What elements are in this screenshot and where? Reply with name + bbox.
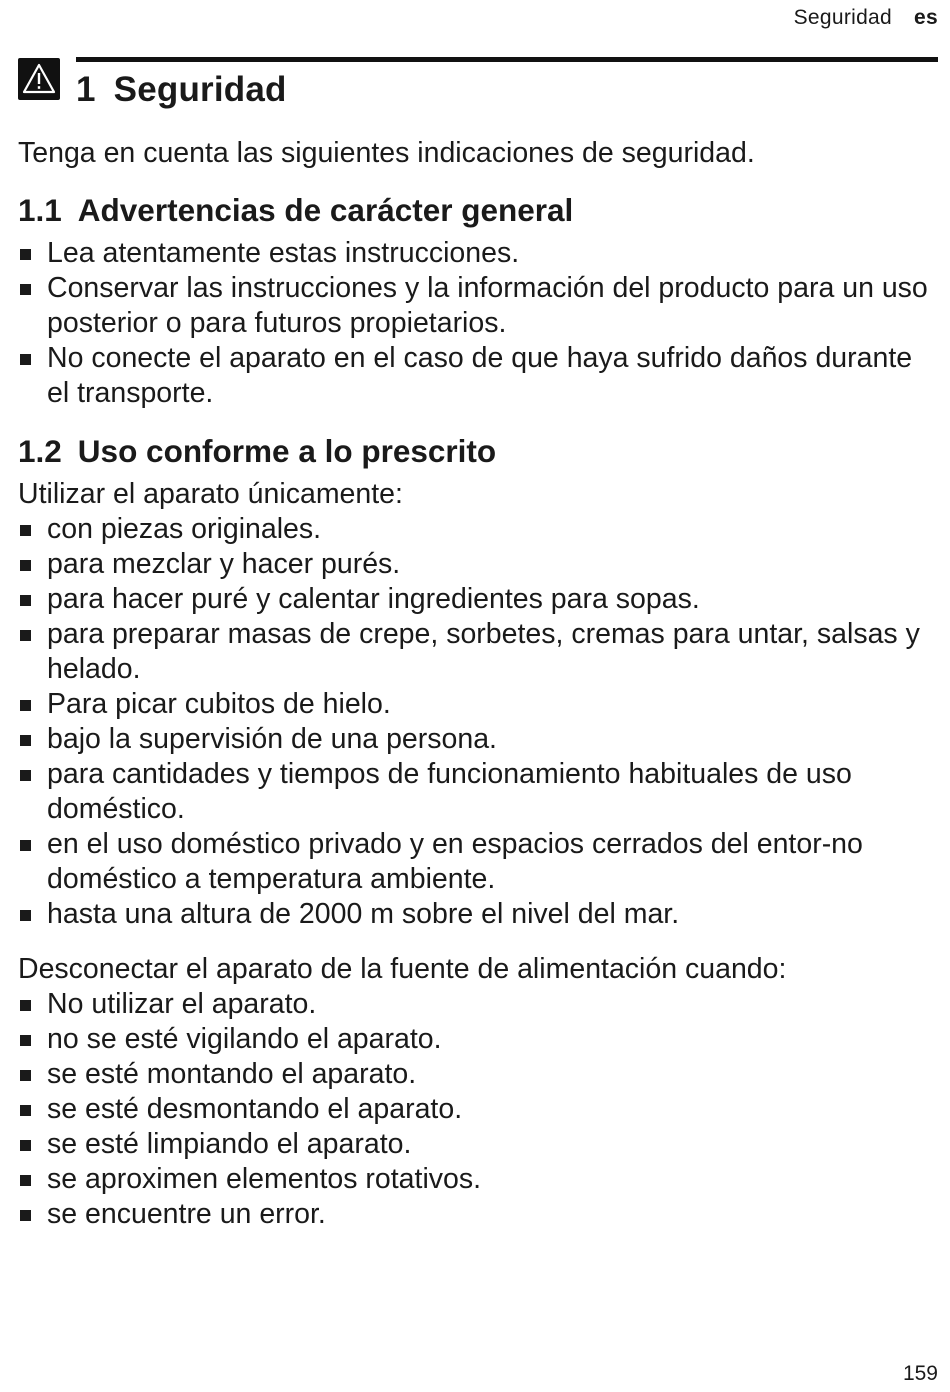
bullet-square-icon: [20, 560, 31, 571]
list-item: [18, 236, 936, 271]
bullet-square-icon: [20, 1210, 31, 1221]
list-item: [18, 827, 936, 897]
bullet-square-icon: [20, 1175, 31, 1186]
bullet-square-icon: [20, 700, 31, 711]
lead-text: Utilizar el aparato únicamente:: [18, 478, 403, 510]
bullet-square-icon: [20, 354, 31, 365]
bullet-square-icon: [20, 735, 31, 746]
page-title: [76, 70, 287, 110]
list-item-text: en el uso doméstico privado y en espacios cerrados del entor-no doméstico a temperatura ambiente.: [47, 828, 863, 895]
list-item-text: Conservar las instrucciones y la información del producto para un uso posterior o para futuros propietarios.: [47, 272, 928, 339]
list-item: [18, 1127, 936, 1162]
list-item-text: para preparar masas de crepe, sorbetes, cremas para untar, salsas y helado.: [47, 618, 920, 685]
list-item: [18, 1092, 936, 1127]
list-item-text: se esté montando el aparato.: [47, 1058, 417, 1090]
bullet-square-icon: [20, 1140, 31, 1151]
bullet-square-icon: [20, 1105, 31, 1116]
bullet-list-disconnect: [18, 987, 936, 1232]
list-item: [18, 1057, 936, 1092]
page-title-text: Seguridad: [113, 70, 287, 109]
document-body: [18, 136, 936, 1232]
section-general-warnings: [18, 190, 936, 411]
list-item-text: se esté desmontando el aparato.: [47, 1093, 463, 1125]
running-header: [794, 6, 938, 30]
list-item: [18, 1197, 936, 1232]
list-item: [18, 271, 936, 341]
running-header-section: Seguridad: [793, 6, 893, 29]
list-item-text: para cantidades y tiempos de funcionamiento habituales de uso doméstico.: [47, 758, 852, 825]
list-item-text: no se esté vigilando el aparato.: [47, 1023, 442, 1055]
list-item: [18, 897, 936, 932]
bullet-square-icon: [20, 249, 31, 260]
bullet-square-icon: [20, 1070, 31, 1081]
bullet-square-icon: [20, 770, 31, 781]
intro-text: Tenga en cuenta las siguientes indicaciones de seguridad.: [18, 137, 755, 169]
language-code: es: [914, 6, 938, 29]
bullet-square-icon: [20, 630, 31, 641]
list-item: [18, 512, 936, 547]
list-item-text: se esté limpiando el aparato.: [47, 1128, 412, 1160]
bullet-square-icon: [20, 284, 31, 295]
bullet-square-icon: [20, 840, 31, 851]
lead-text-disconnect: Desconectar el aparato de la fuente de alimentación cuando:: [18, 953, 787, 985]
section-intended-use: [18, 431, 936, 1232]
list-item: [18, 987, 936, 1022]
page-number: 159: [902, 1362, 938, 1385]
list-item: [18, 722, 936, 757]
section-heading: [18, 431, 936, 471]
bullet-list: [18, 236, 936, 411]
section-title: Advertencias de carácter general: [77, 192, 574, 228]
section-number: 1.1: [18, 192, 62, 228]
list-item: [18, 1022, 936, 1057]
list-item: [18, 757, 936, 827]
page-title-number: 1: [76, 70, 96, 109]
list-item: [18, 687, 936, 722]
list-item-text: Para picar cubitos de hielo.: [47, 688, 391, 720]
list-item-text: se encuentre un error.: [47, 1198, 326, 1230]
bullet-square-icon: [20, 595, 31, 606]
list-item-text: No utilizar el aparato.: [47, 988, 317, 1020]
list-item-text: con piezas originales.: [47, 513, 322, 545]
list-item: [18, 547, 936, 582]
section-number: 1.2: [18, 433, 62, 469]
section-title: Uso conforme a lo prescrito: [77, 433, 497, 469]
bullet-square-icon: [20, 525, 31, 536]
title-rule: [76, 57, 938, 62]
list-item-text: para mezclar y hacer purés.: [47, 548, 401, 580]
list-item-text: No conecte el aparato en el caso de que haya sufrido daños durante el transporte.: [47, 342, 913, 409]
list-item-text: se aproximen elementos rotativos.: [47, 1163, 482, 1195]
list-item: [18, 1162, 936, 1197]
bullet-square-icon: [20, 910, 31, 921]
list-item: [18, 341, 936, 411]
list-item-text: hasta una altura de 2000 m sobre el nivel del mar.: [47, 898, 680, 930]
bullet-list: [18, 512, 936, 932]
bullet-square-icon: [20, 1035, 31, 1046]
list-item: [18, 582, 936, 617]
list-item-text: para hacer puré y calentar ingredientes para sopas.: [47, 583, 700, 615]
section-heading: [18, 190, 936, 230]
warning-icon: [18, 58, 60, 100]
list-item: [18, 617, 936, 687]
list-item-text: Lea atentamente estas instrucciones.: [47, 237, 520, 269]
list-item-text: bajo la supervisión de una persona.: [47, 723, 497, 755]
bullet-square-icon: [20, 1000, 31, 1011]
